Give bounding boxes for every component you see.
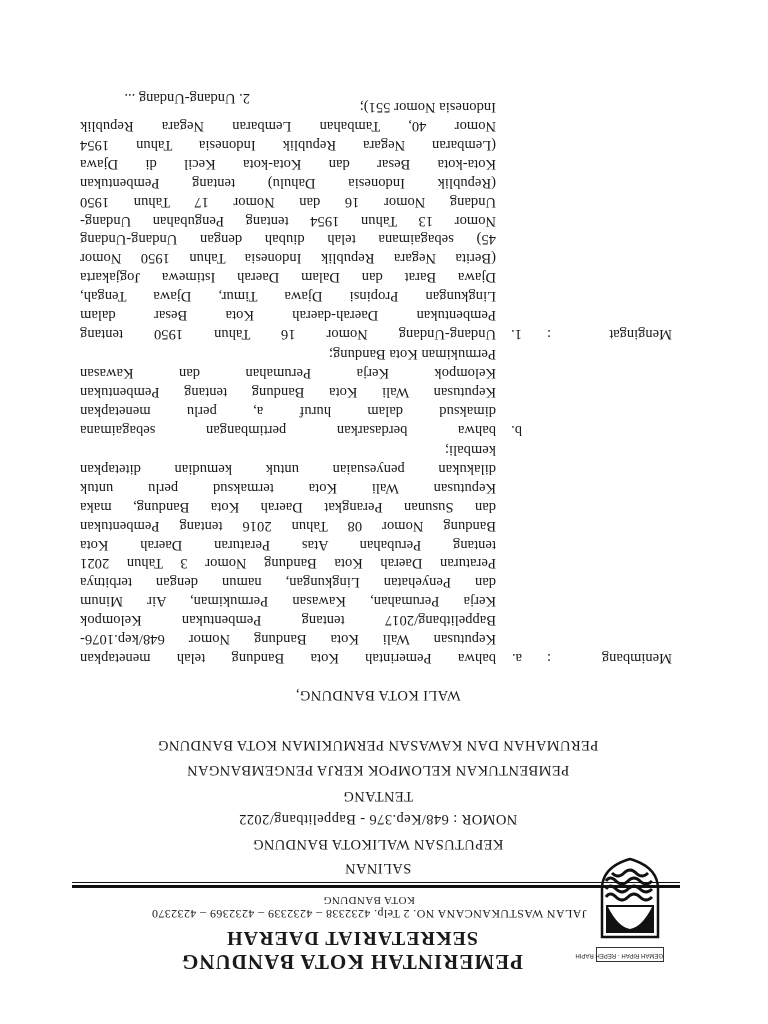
text-line: Keputusan Wali Kota Bandung Nomor 648/kep.1076-	[80, 631, 496, 648]
considering-item-b-marker: b.	[511, 422, 522, 438]
document-type: KEPUTUSAN WALIKOTA BANDUNG	[252, 836, 504, 852]
text-line: tentang Perubahan Atas Peraturan Daerah Kota	[80, 536, 496, 553]
issuer-heading: WALI KOTA BANDUNG,	[295, 687, 461, 703]
text-line: (Republik Indonesia Dahulu) tentang Pembentukan	[80, 174, 496, 191]
letterhead-divider-thin	[72, 882, 680, 883]
considering-label: Menimbang	[601, 650, 672, 666]
department-name: SEKRETARIAT DAERAH	[226, 927, 478, 949]
text-line: Kerja Perumahan, Kawasan Permukiman, Air Minum	[80, 593, 496, 610]
text-line: Pembentukan Daerah-daerah Kota Besar dalam	[80, 307, 496, 324]
text-line: bahwa berdasarkan pertimbangan sebagaimana	[80, 422, 496, 438]
text-line: Permukiman Kota Bandung;	[328, 346, 496, 363]
text-line: Undang-Undang Nomor 16 Tahun 1950 tentang	[80, 326, 496, 342]
text-line: Kota-kota Besar dan Kota-kota Kecil di Djawa	[80, 155, 496, 172]
text-line: Undang Nomor 16 dan Nomor 17 Tahun 1950	[80, 193, 496, 210]
text-line: Keputusan Wali Kota Bandung tentang Pembentukan	[80, 384, 496, 401]
text-line: dan Penyehatan Lingkungan, namun dengan terbitnya	[80, 574, 496, 591]
text-line: (Berita Negara Republik Indonesia Tahun 1950 Nomor	[80, 250, 496, 267]
considering-item-b	[80, 344, 496, 439]
text-line: kembali;	[444, 442, 496, 459]
text-line: Bandung Nomor 08 Tahun 2016 tentang Pembentukan	[80, 517, 496, 534]
remembering-item-1	[80, 97, 496, 343]
text-line: Djawa Barat dan Dalam Daerah Istimewa Jogjakarta	[80, 269, 496, 286]
text-line: Kelompok Kerja Perumahan dan Kawasan	[80, 365, 496, 382]
considering-colon: :	[546, 650, 551, 666]
text-line: dimaksud dalam huruf a, perlu menetapkan	[80, 403, 496, 420]
continuation-catchword: 2. Undang-Undang ...	[124, 90, 250, 106]
text-line: Nomor 40, Tambahan Lembaran Negara Republik	[80, 118, 496, 135]
remembering-item-1-marker: 1.	[511, 326, 522, 342]
seal-motto-ribbon: GEMAH RIPAH · REPEH RAPIH	[596, 947, 664, 962]
subject-line-1: PEMBENTUKAN KELOMPOK KERJA PENGEMBANGAN	[186, 762, 570, 778]
text-line: Peraturan Daerah Kota Bandung Nomor 3 Tahun 2021	[80, 555, 496, 572]
text-line: Bappelitbang/2017 tentang Pembentukan Kelompok	[80, 612, 496, 629]
subject-line-2: PERUMAHAN DAN KAWASAN PERMUKIMAN KOTA BANDUNG	[157, 737, 599, 753]
about-label: TENTANG	[342, 788, 414, 804]
text-line: Lingkungan Propinsi Djawa Timur, Djawa Tengah,	[80, 288, 496, 305]
decree-number: NOMOR : 648/Kep.376 - Bappelitbang/2022	[238, 811, 518, 827]
text-line: dilakukan penyesuaian untuk kemudian ditetapkan	[80, 460, 496, 477]
text-line: Keputusan Wali Kota termaksud perlu untuk	[80, 479, 496, 496]
remembering-label: Mengingat	[609, 326, 672, 342]
copy-mark: SALINAN	[344, 860, 412, 876]
text-line: bahwa Pemerintah Kota Bandung telah menetapkan	[80, 650, 496, 666]
text-line: Nomor 13 Tahun 1954 tentang Pengubahan Undang-	[80, 212, 496, 229]
office-city: KOTA BANDUNG	[323, 894, 415, 906]
text-line: (Lembaran Negara Republik Indonesia Tahun 1954	[80, 136, 496, 153]
office-address: JALAN WASTUKANCANA NO. 2 Telp. 4232338 – 4232339 – 4232369 – 4232370	[151, 907, 587, 921]
text-line: 45) sebagaimana telah diubah dengan Undang-Undang	[80, 231, 496, 248]
text-line: Indonesia Nomor 551);	[359, 99, 496, 116]
text-line: dan Susunan Perangkat Daerah Kota Bandung, maka	[80, 498, 496, 515]
government-name: PEMERINTAH KOTA BANDUNG	[181, 950, 523, 974]
considering-item-a	[80, 440, 496, 667]
letterhead-divider-thick	[72, 885, 680, 888]
considering-item-a-marker: a.	[511, 650, 522, 666]
remembering-colon: :	[546, 326, 551, 342]
